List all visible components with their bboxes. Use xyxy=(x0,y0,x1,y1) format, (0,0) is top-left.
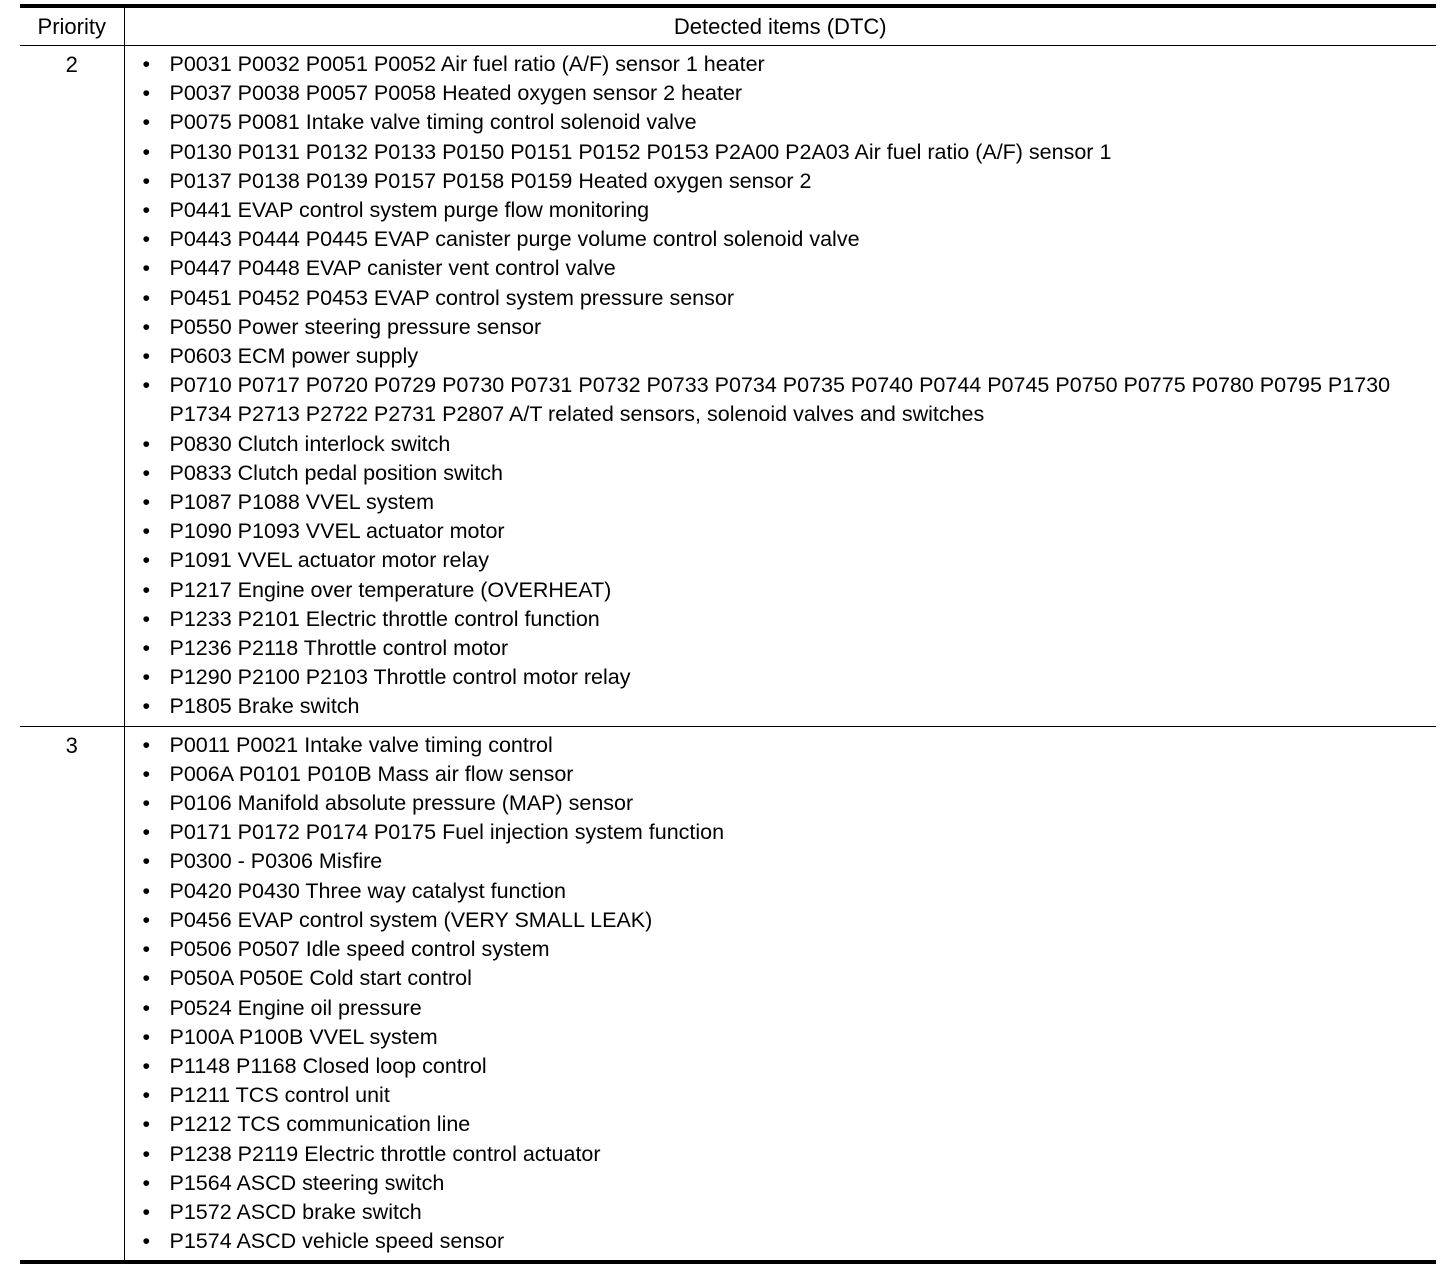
bullet-icon: • xyxy=(142,490,151,515)
bullet-icon: • xyxy=(142,820,151,845)
dtc-item-text: P1564 ASCD steering switch xyxy=(169,1170,445,1195)
bullet-icon: • xyxy=(142,548,151,573)
header-row xyxy=(20,6,1436,46)
bullet-icon: • xyxy=(142,256,151,281)
table-row xyxy=(20,46,1436,727)
bullet-icon: • xyxy=(142,791,151,816)
bullet-icon: • xyxy=(142,1112,151,1137)
dtc-item-text: P1090 P1093 VVEL actuator motor xyxy=(169,519,505,544)
dtc-item-text: P0603 ECM power supply xyxy=(169,344,419,369)
dtc-item-text: P006A P0101 P010B Mass air flow sensor xyxy=(169,761,574,786)
table-header xyxy=(20,6,1436,46)
dtc-list-item xyxy=(143,935,1431,964)
dtc-list-item xyxy=(143,1081,1431,1110)
dtc-list-item xyxy=(143,1110,1431,1139)
dtc-item-text: P0106 Manifold absolute pressure (MAP) sensor xyxy=(169,791,634,816)
dtc-list-item xyxy=(143,906,1431,935)
dtc-item-text: P0451 P0452 P0453 EVAP control system pressure sensor xyxy=(169,285,735,310)
bullet-icon: • xyxy=(142,1083,151,1108)
dtc-item-text: P1233 P2101 Electric throttle control function xyxy=(169,606,600,631)
detected-items-cell xyxy=(124,46,1436,727)
dtc-item-text: P0300 - P0306 Misfire xyxy=(169,849,383,874)
dtc-item-text: P0075 P0081 Intake valve timing control solenoid valve xyxy=(169,110,697,135)
dtc-list-item xyxy=(143,818,1431,847)
dtc-item-text: P0710 P0717 P0720 P0729 P0730 P0731 P0732 P0733 P0734 P0735 P0740 P0744 P0745 P0750 P0775 P0780 P0795 P1730 P1734 P2713 P2722 P2731 P2807 A/T related sensors, solenoid valves and switches xyxy=(169,373,1391,427)
dtc-list-item xyxy=(143,634,1431,663)
dtc-priority-table xyxy=(20,4,1436,1264)
dtc-item-text: P0441 EVAP control system purge flow monitoring xyxy=(169,198,650,223)
bullet-icon: • xyxy=(142,1199,151,1224)
dtc-item-text: P1574 ASCD vehicle speed sensor xyxy=(169,1229,505,1254)
dtc-list-item xyxy=(143,254,1431,283)
bullet-icon: • xyxy=(142,139,151,164)
dtc-item-text: P0171 P0172 P0174 P0175 Fuel injection system function xyxy=(169,820,725,845)
detected-items-cell xyxy=(124,726,1436,1262)
dtc-list-item xyxy=(143,1169,1431,1198)
bullet-icon: • xyxy=(142,665,151,690)
bullet-icon: • xyxy=(142,314,151,339)
priority-cell: 3 xyxy=(20,726,124,1262)
bullet-icon: • xyxy=(142,878,151,903)
bullet-icon: • xyxy=(142,344,151,369)
dtc-list-item xyxy=(143,459,1431,488)
dtc-list xyxy=(143,731,1431,1257)
dtc-item-text: P0524 Engine oil pressure xyxy=(169,995,422,1020)
dtc-list-item xyxy=(143,1052,1431,1081)
dtc-item-text: P1087 P1088 VVEL system xyxy=(169,490,435,515)
bullet-icon: • xyxy=(142,1170,151,1195)
bullet-icon: • xyxy=(142,460,151,485)
bullet-icon: • xyxy=(142,577,151,602)
dtc-list-item xyxy=(143,1023,1431,1052)
bullet-icon: • xyxy=(142,606,151,631)
dtc-item-text: P0830 Clutch interlock switch xyxy=(169,431,451,456)
dtc-item-text: P1238 P2119 Electric throttle control actuator xyxy=(169,1141,601,1166)
dtc-list-item xyxy=(143,847,1431,876)
dtc-item-text: P1211 TCS control unit xyxy=(169,1083,390,1108)
dtc-list-item xyxy=(143,430,1431,459)
bullet-icon: • xyxy=(142,1141,151,1166)
dtc-list-item xyxy=(143,342,1431,371)
dtc-item-text: P1805 Brake switch xyxy=(169,694,360,719)
bullet-icon: • xyxy=(142,694,151,719)
dtc-list-item xyxy=(143,517,1431,546)
dtc-list-item xyxy=(143,789,1431,818)
dtc-list-item xyxy=(143,1198,1431,1227)
dtc-item-text: P0833 Clutch pedal position switch xyxy=(169,460,503,485)
dtc-item-text: P1572 ASCD brake switch xyxy=(169,1199,422,1224)
dtc-item-text: P0550 Power steering pressure sensor xyxy=(169,314,542,339)
dtc-list-item xyxy=(143,108,1431,137)
dtc-list-item xyxy=(143,692,1431,721)
table-body xyxy=(20,46,1436,1263)
bullet-icon: • xyxy=(142,285,151,310)
dtc-list-item xyxy=(143,605,1431,634)
dtc-item-text: P0443 P0444 P0445 EVAP canister purge volume control solenoid valve xyxy=(169,227,860,252)
bullet-icon: • xyxy=(142,168,151,193)
dtc-item-text: P0447 P0448 EVAP canister vent control valve xyxy=(169,256,616,281)
bullet-icon: • xyxy=(142,907,151,932)
dtc-list-item xyxy=(143,731,1431,760)
dtc-list-item xyxy=(143,371,1431,429)
dtc-item-text: P1290 P2100 P2103 Throttle control motor relay xyxy=(169,665,631,690)
dtc-item-text: P100A P100B VVEL system xyxy=(169,1024,438,1049)
bullet-icon: • xyxy=(142,1053,151,1078)
dtc-list-item xyxy=(143,877,1431,906)
dtc-list-item xyxy=(143,488,1431,517)
bullet-icon: • xyxy=(142,849,151,874)
dtc-list-item xyxy=(143,167,1431,196)
dtc-item-text: P0420 P0430 Three way catalyst function xyxy=(169,878,566,903)
bullet-icon: • xyxy=(142,198,151,223)
dtc-list-item xyxy=(143,964,1431,993)
dtc-item-text: P0037 P0038 P0057 P0058 Heated oxygen sensor 2 heater xyxy=(169,81,743,106)
dtc-list-item xyxy=(143,196,1431,225)
dtc-item-text: P0137 P0138 P0139 P0157 P0158 P0159 Heated oxygen sensor 2 xyxy=(169,168,812,193)
bullet-icon: • xyxy=(142,52,151,76)
dtc-list-item xyxy=(143,138,1431,167)
bullet-icon: • xyxy=(142,519,151,544)
dtc-item-text: P1148 P1168 Closed loop control xyxy=(169,1053,487,1078)
table-row xyxy=(20,726,1436,1262)
dtc-list-item xyxy=(143,50,1431,79)
dtc-list-item xyxy=(143,546,1431,575)
bullet-icon: • xyxy=(142,110,151,135)
dtc-item-text: P1217 Engine over temperature (OVERHEAT) xyxy=(169,577,612,602)
dtc-list-item xyxy=(143,284,1431,313)
priority-cell: 2 xyxy=(20,46,124,727)
bullet-icon: • xyxy=(142,81,151,106)
dtc-item-text: P050A P050E Cold start control xyxy=(169,966,472,991)
bullet-icon: • xyxy=(142,761,151,786)
detected-items-column-header: Detected items (DTC) xyxy=(673,13,887,39)
dtc-item-text: P1236 P2118 Throttle control motor xyxy=(169,636,509,661)
dtc-list-item xyxy=(143,225,1431,254)
bullet-icon: • xyxy=(142,431,151,456)
bullet-icon: • xyxy=(142,636,151,661)
dtc-item-text: P0011 P0021 Intake valve timing control xyxy=(169,732,553,757)
dtc-item-text: P0506 P0507 Idle speed control system xyxy=(169,937,550,962)
bullet-icon: • xyxy=(142,966,151,991)
dtc-item-text: P1091 VVEL actuator motor relay xyxy=(169,548,489,573)
dtc-item-text: P0130 P0131 P0132 P0133 P0150 P0151 P0152 P0153 P2A00 P2A03 Air fuel ratio (A/F) sensor 1 xyxy=(169,139,1112,164)
bullet-icon: • xyxy=(142,995,151,1020)
dtc-item-text: P1212 TCS communication line xyxy=(169,1112,471,1137)
priority-column-header: Priority xyxy=(20,6,124,46)
dtc-list-item xyxy=(143,576,1431,605)
dtc-list-item xyxy=(143,663,1431,692)
dtc-list-item xyxy=(143,79,1431,108)
bullet-icon: • xyxy=(142,1024,151,1049)
bullet-icon: • xyxy=(142,732,151,757)
bullet-icon: • xyxy=(142,1229,151,1254)
bullet-icon: • xyxy=(142,227,151,252)
dtc-list xyxy=(143,50,1431,722)
dtc-list-item xyxy=(143,1227,1431,1256)
dtc-list-item xyxy=(143,313,1431,342)
dtc-item-text: P0031 P0032 P0051 P0052 Air fuel ratio (A/F) sensor 1 heater xyxy=(169,52,765,76)
dtc-item-text: P0456 EVAP control system (VERY SMALL LEAK) xyxy=(169,907,653,932)
dtc-list-item xyxy=(143,760,1431,789)
dtc-list-item xyxy=(143,994,1431,1023)
bullet-icon: • xyxy=(142,373,151,398)
dtc-list-item xyxy=(143,1140,1431,1169)
bullet-icon: • xyxy=(142,937,151,962)
